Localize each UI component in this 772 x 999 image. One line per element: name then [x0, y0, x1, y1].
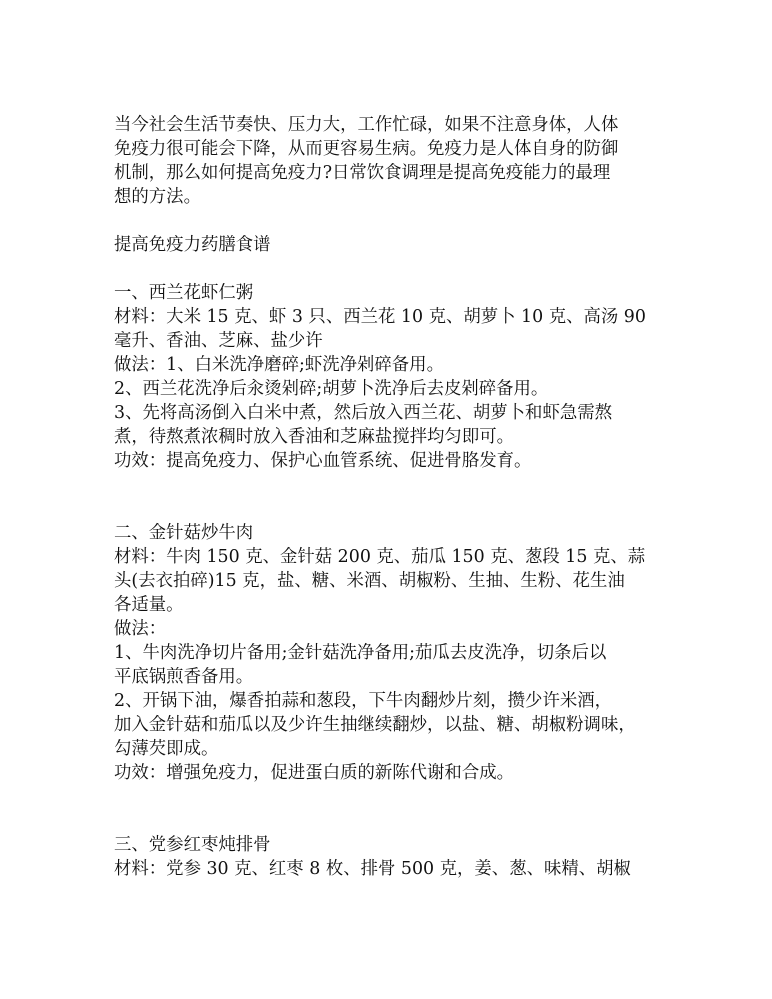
recipe-method-label: 做法：	[114, 619, 167, 639]
intro-line: 当今社会生活节奏快、压力大，工作忙碌，如果不注意身体，人体	[114, 115, 619, 135]
recipe-method: 加入金针菇和茄瓜以及少许生抽继续翻炒，以盐、糖、胡椒粉调味，	[114, 715, 636, 735]
recipe-method: 平底锅煎香备用。	[114, 667, 254, 687]
recipe-materials: 各适量。	[114, 595, 184, 615]
section-heading: 提高免疫力药膳食谱	[114, 235, 271, 255]
recipe-title: 三、党参红枣炖排骨	[114, 835, 271, 855]
intro-line: 机制，那么如何提高免疫力?日常饮食调理是提高免疫能力的最理	[114, 163, 611, 183]
recipe-1	[114, 281, 662, 473]
intro-paragraph	[114, 113, 662, 209]
recipe-title: 二、金针菇炒牛肉	[114, 523, 254, 543]
recipe-title: 一、西兰花虾仁粥	[114, 283, 254, 303]
recipe-method: 2、西兰花洗净后汆烫剁碎;胡萝卜洗净后去皮剁碎备用。	[114, 379, 549, 399]
recipe-materials: 头(去衣拍碎)15 克，盐、糖、米酒、胡椒粉、生抽、生粉、花生油	[114, 571, 625, 591]
recipe-method: 3、先将高汤倒入白米中煮，然后放入西兰花、胡萝卜和虾急需熬	[114, 403, 613, 423]
intro-line: 想的方法。	[114, 187, 201, 207]
recipe-method: 勾薄芡即成。	[114, 739, 219, 759]
recipe-method: 2、开锅下油，爆香拍蒜和葱段，下牛肉翻炒片刻，攒少许米酒，	[114, 691, 613, 711]
recipe-materials: 毫升、香油、芝麻、盐少许	[114, 331, 323, 351]
recipe-method: 做法：1、白米洗净磨碎;虾洗净剁碎备用。	[114, 355, 444, 375]
recipe-materials: 材料：牛肉 150 克、金针菇 200 克、茄瓜 150 克、葱段 15 克、蒜	[114, 547, 646, 567]
document-body	[114, 113, 662, 881]
recipe-method: 1、牛肉洗净切片备用;金针菇洗净备用;茄瓜去皮洗净，切条后以	[114, 643, 607, 663]
recipe-effect: 功效：增强免疫力，促进蛋白质的新陈代谢和合成。	[114, 763, 514, 783]
recipe-materials: 材料：大米 15 克、虾 3 只、西兰花 10 克、胡萝卜 10 克、高汤 90	[114, 307, 646, 327]
recipe-effect: 功效：提高免疫力、保护心血管系统、促进骨胳发育。	[114, 451, 532, 471]
recipe-2	[114, 521, 662, 785]
recipe-materials: 材料：党参 30 克、红枣 8 枚、排骨 500 克，姜、葱、味精、胡椒	[114, 859, 631, 879]
recipe-3	[114, 833, 662, 881]
intro-line: 免疫力很可能会下降，从而更容易生病。免疫力是人体自身的防御	[114, 139, 619, 159]
recipe-method: 煮，待熬煮浓稠时放入香油和芝麻盐搅拌均匀即可。	[114, 427, 514, 447]
